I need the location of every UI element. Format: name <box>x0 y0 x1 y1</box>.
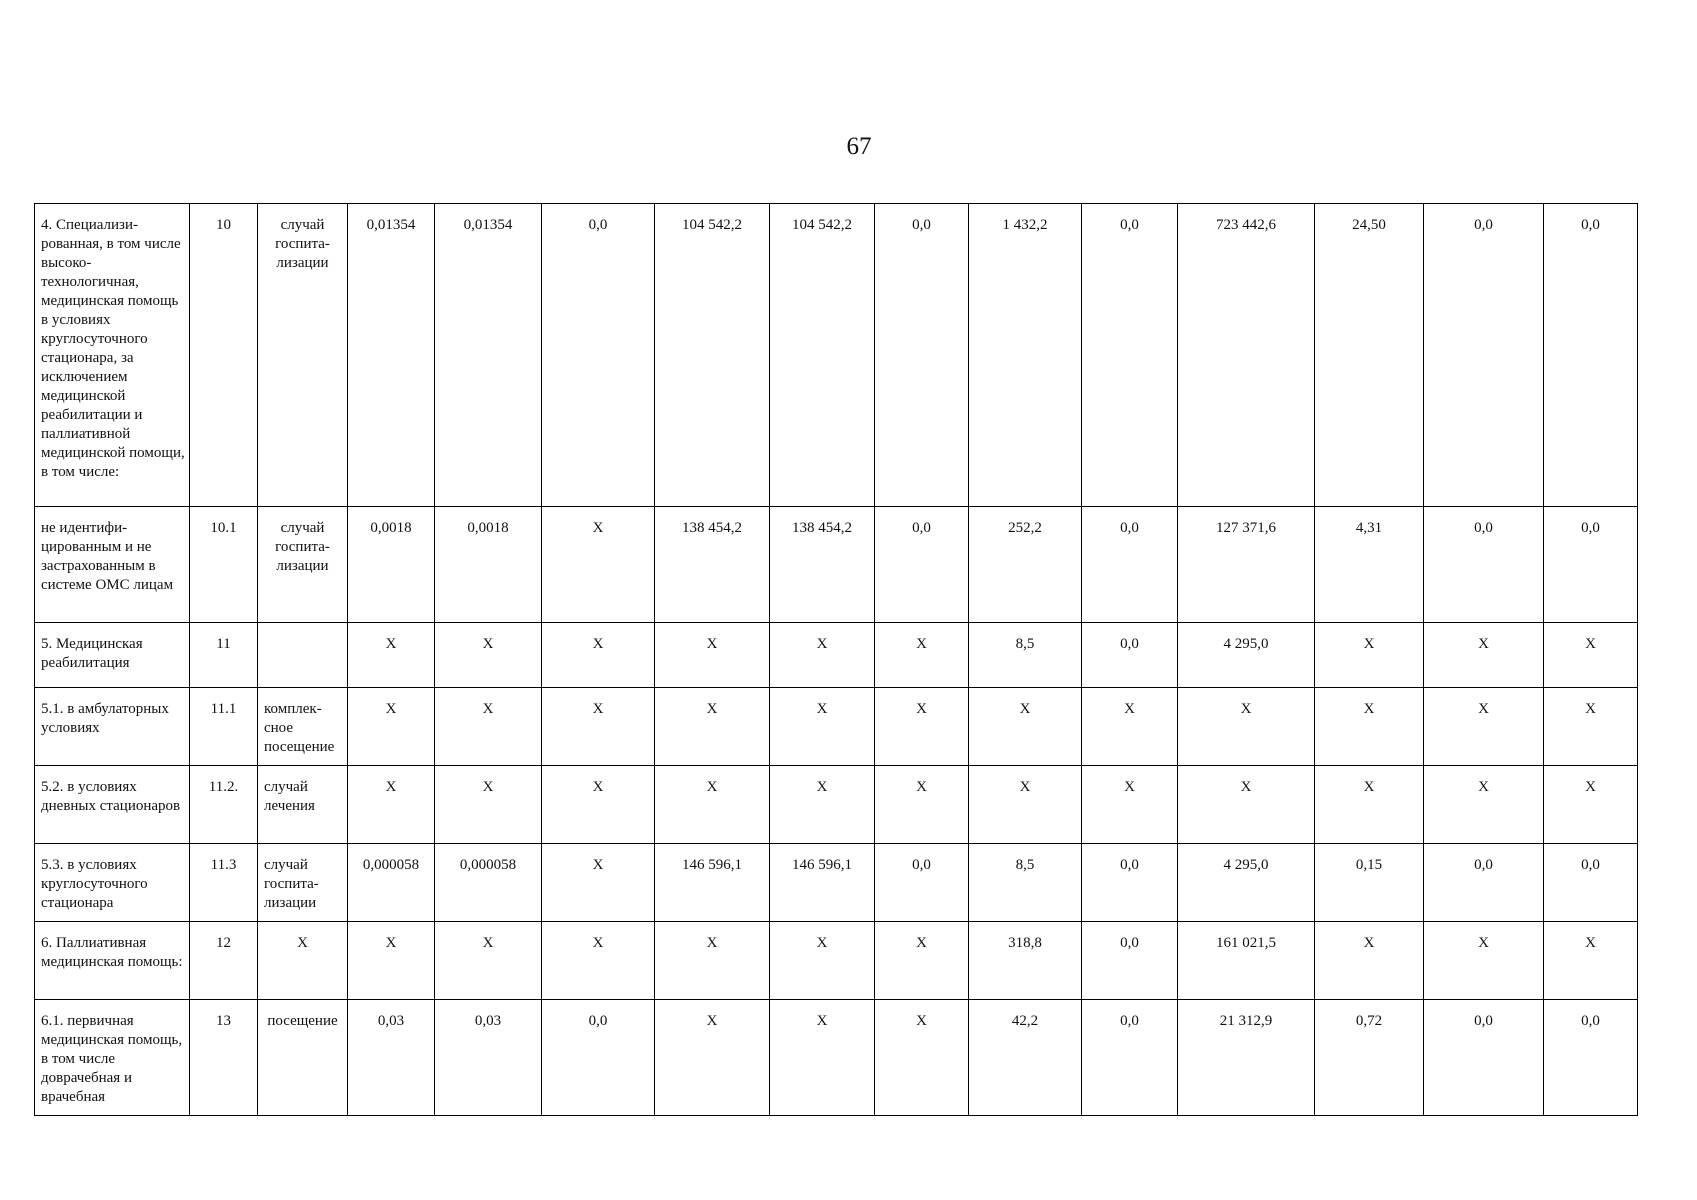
value-cell: X <box>542 507 655 623</box>
value-cell: 0,000058 <box>348 844 435 922</box>
row-unit-cell: случай госпита-лизации <box>258 204 348 507</box>
table-row <box>35 204 1638 507</box>
page-number: 67 <box>846 133 872 160</box>
value-cell: X <box>1178 766 1315 844</box>
value-cell: 0,15 <box>1315 844 1424 922</box>
value-cell: X <box>875 623 969 688</box>
value-cell: 0,0 <box>875 204 969 507</box>
value-cell: 146 596,1 <box>770 844 875 922</box>
value-cell: 0,0 <box>1082 922 1178 1000</box>
value-cell: 0,0 <box>1424 507 1544 623</box>
value-cell: 0,0 <box>1544 844 1638 922</box>
value-cell: X <box>770 688 875 766</box>
row-name-cell: 4. Специализи-рованная, в том числе высоко-технологичная, медицинская помощь в условиях круглосуточного стационара, за исключением медицинской реабилитации и паллиативной медицинской помощи, в том числе: <box>35 204 190 507</box>
value-cell: 0,0 <box>1424 1000 1544 1116</box>
row-name-cell: 6.1. первичная медицинская помощь, в том числе доврачебная и врачебная <box>35 1000 190 1116</box>
value-cell: X <box>1424 688 1544 766</box>
value-cell: X <box>348 623 435 688</box>
value-cell: X <box>770 922 875 1000</box>
row-code-cell: 11.2. <box>190 766 258 844</box>
value-cell: 8,5 <box>969 844 1082 922</box>
value-cell: X <box>875 1000 969 1116</box>
value-cell: X <box>1544 688 1638 766</box>
row-name-cell: 5. Медицинская реабилитация <box>35 623 190 688</box>
value-cell: X <box>435 922 542 1000</box>
value-cell: 0,0 <box>1424 204 1544 507</box>
row-code-cell: 12 <box>190 922 258 1000</box>
value-cell: X <box>435 766 542 844</box>
value-cell: X <box>1315 688 1424 766</box>
value-cell: X <box>1315 766 1424 844</box>
value-cell: 4 295,0 <box>1178 623 1315 688</box>
row-code-cell: 11 <box>190 623 258 688</box>
value-cell: 0,0 <box>875 507 969 623</box>
row-name-cell: 5.2. в условиях дневных стационаров <box>35 766 190 844</box>
value-cell: 21 312,9 <box>1178 1000 1315 1116</box>
value-cell: 1 432,2 <box>969 204 1082 507</box>
value-cell: X <box>969 688 1082 766</box>
row-code-cell: 10 <box>190 204 258 507</box>
row-unit-cell: комплек-сное посещение <box>258 688 348 766</box>
row-unit-cell <box>258 623 348 688</box>
value-cell: 0,0 <box>1082 204 1178 507</box>
value-cell: X <box>348 766 435 844</box>
table-body <box>35 204 1638 1116</box>
value-cell: X <box>542 688 655 766</box>
value-cell: 0,0 <box>1544 1000 1638 1116</box>
table-row <box>35 623 1638 688</box>
row-unit-cell: случай госпита-лизации <box>258 844 348 922</box>
value-cell: 0,0 <box>1544 204 1638 507</box>
value-cell: 42,2 <box>969 1000 1082 1116</box>
value-cell: X <box>655 623 770 688</box>
value-cell: 0,0 <box>542 204 655 507</box>
value-cell: 0,0018 <box>435 507 542 623</box>
table-row <box>35 688 1638 766</box>
value-cell: X <box>348 688 435 766</box>
value-cell: 0,0 <box>1082 844 1178 922</box>
value-cell: X <box>1544 623 1638 688</box>
value-cell: X <box>770 623 875 688</box>
value-cell: 104 542,2 <box>655 204 770 507</box>
table-row <box>35 507 1638 623</box>
row-name-cell: 5.3. в условиях круглосуточного стационара <box>35 844 190 922</box>
value-cell: X <box>655 922 770 1000</box>
value-cell: X <box>542 922 655 1000</box>
value-cell: X <box>542 623 655 688</box>
value-cell: 104 542,2 <box>770 204 875 507</box>
value-cell: 0,000058 <box>435 844 542 922</box>
value-cell: X <box>969 766 1082 844</box>
table-row <box>35 766 1638 844</box>
row-code-cell: 11.3 <box>190 844 258 922</box>
value-cell: 138 454,2 <box>655 507 770 623</box>
value-cell: X <box>1424 922 1544 1000</box>
value-cell: X <box>1315 922 1424 1000</box>
value-cell: X <box>1082 766 1178 844</box>
data-table <box>34 203 1638 1116</box>
row-unit-cell: случай госпита-лизации <box>258 507 348 623</box>
value-cell: 0,01354 <box>435 204 542 507</box>
value-cell: 8,5 <box>969 623 1082 688</box>
value-cell: 0,0 <box>875 844 969 922</box>
value-cell: 0,0 <box>1424 844 1544 922</box>
row-code-cell: 11.1 <box>190 688 258 766</box>
value-cell: X <box>770 766 875 844</box>
value-cell: 0,01354 <box>348 204 435 507</box>
table-row <box>35 844 1638 922</box>
value-cell: X <box>1178 688 1315 766</box>
row-name-cell: 6. Паллиативная медицинская помощь: <box>35 922 190 1000</box>
value-cell: X <box>1544 922 1638 1000</box>
value-cell: 0,0 <box>1082 507 1178 623</box>
value-cell: X <box>655 1000 770 1116</box>
row-unit-cell: посещение <box>258 1000 348 1116</box>
value-cell: X <box>1544 766 1638 844</box>
value-cell: 4,31 <box>1315 507 1424 623</box>
table-row <box>35 922 1638 1000</box>
value-cell: X <box>348 922 435 1000</box>
value-cell: 0,0 <box>1544 507 1638 623</box>
value-cell: X <box>875 688 969 766</box>
value-cell: X <box>655 766 770 844</box>
value-cell: 0,0 <box>542 1000 655 1116</box>
value-cell: 138 454,2 <box>770 507 875 623</box>
value-cell: X <box>1315 623 1424 688</box>
value-cell: 0,0 <box>1082 1000 1178 1116</box>
value-cell: 0,0018 <box>348 507 435 623</box>
value-cell: X <box>435 623 542 688</box>
value-cell: 723 442,6 <box>1178 204 1315 507</box>
value-cell: 0,03 <box>348 1000 435 1116</box>
row-unit-cell: случай лечения <box>258 766 348 844</box>
value-cell: X <box>435 688 542 766</box>
value-cell: X <box>1424 623 1544 688</box>
value-cell: 161 021,5 <box>1178 922 1315 1000</box>
value-cell: X <box>770 1000 875 1116</box>
value-cell: 4 295,0 <box>1178 844 1315 922</box>
value-cell: X <box>875 766 969 844</box>
value-cell: 318,8 <box>969 922 1082 1000</box>
row-name-cell: не идентифи-цированным и не застрахованным в системе ОМС лицам <box>35 507 190 623</box>
row-code-cell: 13 <box>190 1000 258 1116</box>
value-cell: 0,72 <box>1315 1000 1424 1116</box>
row-name-cell: 5.1. в амбулаторных условиях <box>35 688 190 766</box>
table-row <box>35 1000 1638 1116</box>
value-cell: 127 371,6 <box>1178 507 1315 623</box>
value-cell: X <box>542 766 655 844</box>
value-cell: 146 596,1 <box>655 844 770 922</box>
value-cell: X <box>1424 766 1544 844</box>
value-cell: X <box>875 922 969 1000</box>
row-unit-cell: X <box>258 922 348 1000</box>
value-cell: X <box>542 844 655 922</box>
value-cell: 0,03 <box>435 1000 542 1116</box>
value-cell: 252,2 <box>969 507 1082 623</box>
value-cell: X <box>655 688 770 766</box>
value-cell: 24,50 <box>1315 204 1424 507</box>
value-cell: X <box>1082 688 1178 766</box>
row-code-cell: 10.1 <box>190 507 258 623</box>
value-cell: 0,0 <box>1082 623 1178 688</box>
